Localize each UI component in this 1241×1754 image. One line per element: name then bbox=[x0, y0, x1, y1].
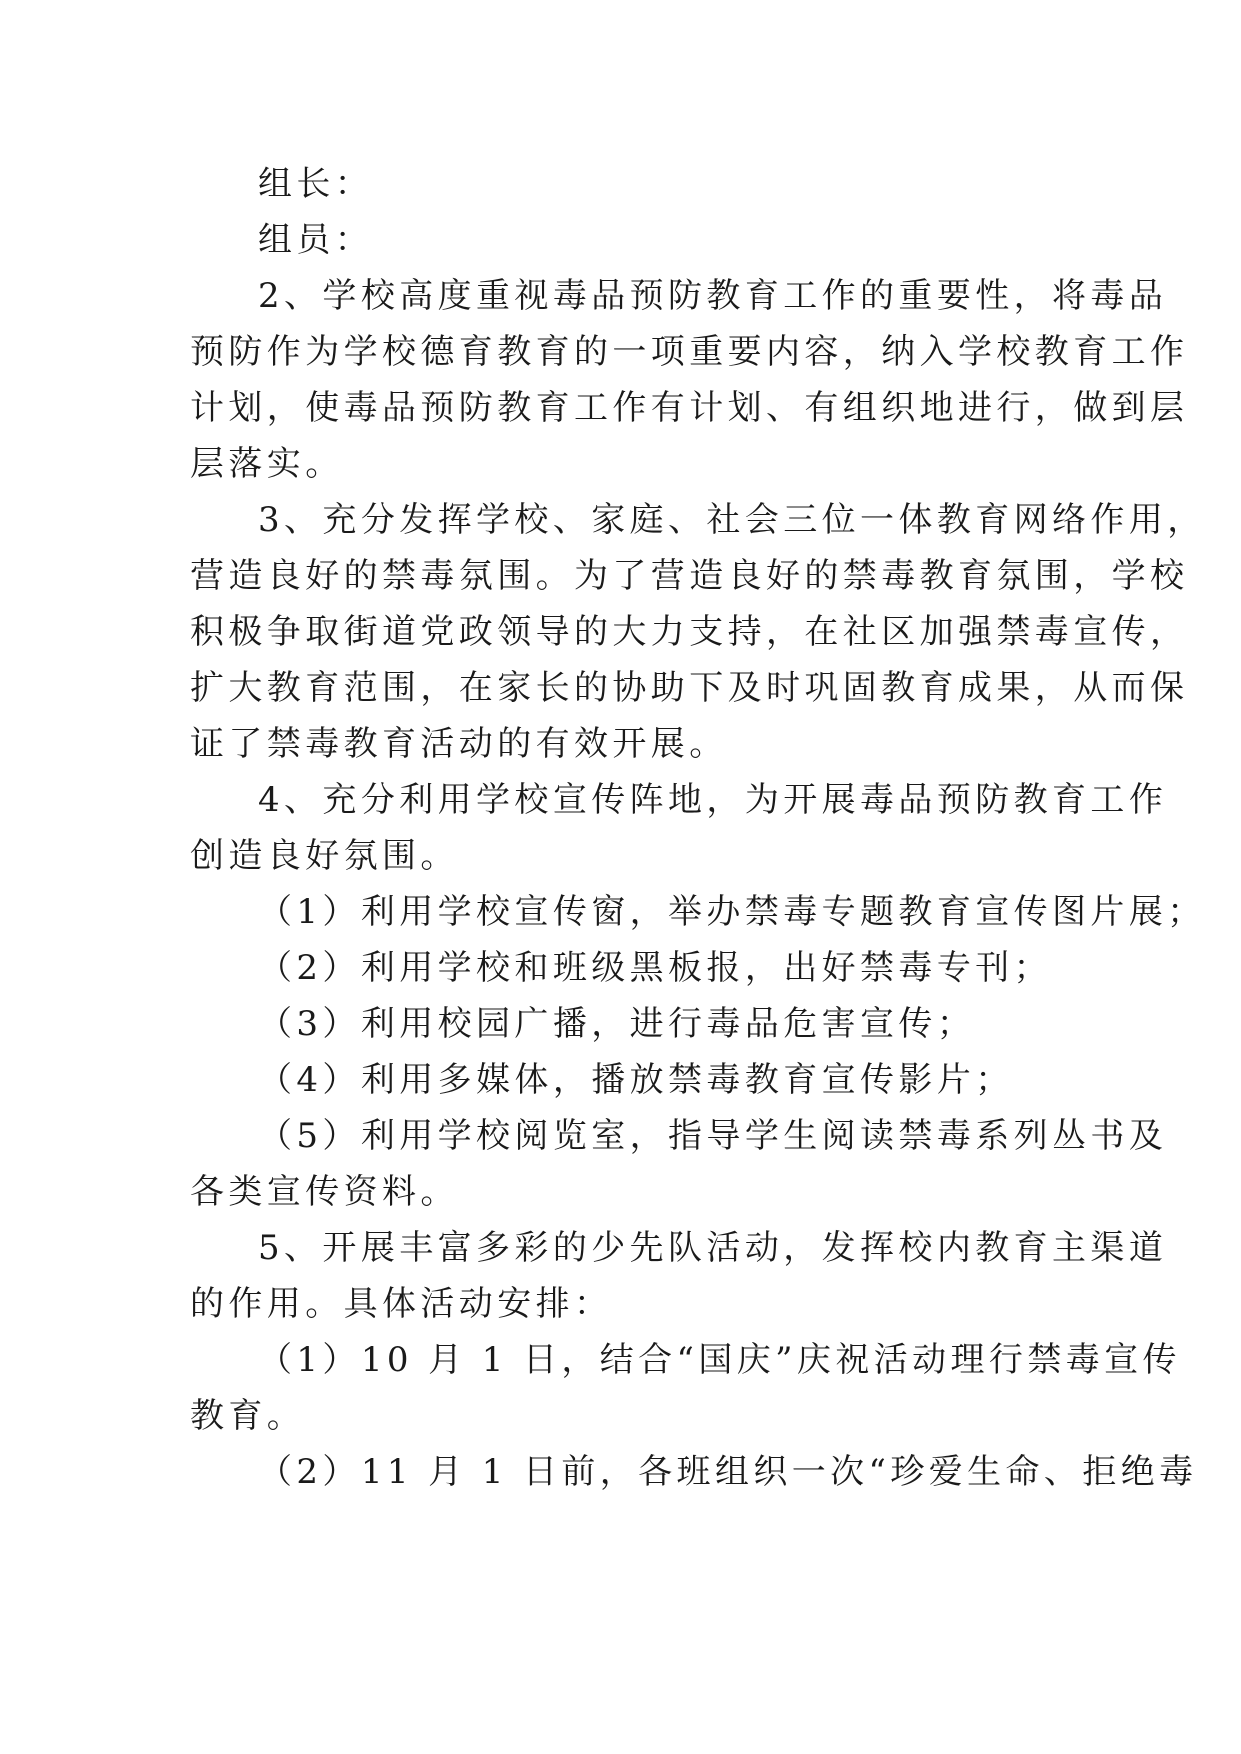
text-line: （1）利用学校宣传窗，举办禁毒专题教育宣传图片展； bbox=[258, 892, 1206, 932]
text-line: （5）利用学校阅览室，指导学生阅读禁毒系列丛书及 bbox=[258, 1116, 1168, 1156]
text-line: 创造良好氛围。 bbox=[190, 836, 459, 876]
text-line: 2、学校高度重视毒品预防教育工作的重要性，将毒品 bbox=[258, 276, 1168, 316]
text-line: 4、充分利用学校宣传阵地，为开展毒品预防教育工作 bbox=[258, 780, 1168, 820]
text-line: 5、开展丰富多彩的少先队活动，发挥校内教育主渠道 bbox=[258, 1228, 1168, 1268]
text-line: 层落实。 bbox=[190, 444, 344, 484]
text-line: 的作用。具体活动安排： bbox=[190, 1284, 613, 1324]
text-line: （2）利用学校和班级黑板报，出好禁毒专刊； bbox=[258, 948, 1053, 988]
text-line: 证了禁毒教育活动的有效开展。 bbox=[190, 724, 728, 764]
text-line: 组长： bbox=[258, 164, 374, 204]
text-line: 积极争取街道党政领导的大力支持，在社区加强禁毒宣传， bbox=[190, 612, 1189, 652]
text-line: 各类宣传资料。 bbox=[190, 1172, 459, 1212]
text-line: （3）利用校园广播，进行毒品危害宣传； bbox=[258, 1004, 976, 1044]
text-line: 预防作为学校德育教育的一项重要内容，纳入学校教育工作 bbox=[190, 332, 1189, 372]
text-line: （2）11 月 1 日前，各班组织一次“珍爱生命、拒绝毒 bbox=[258, 1452, 1198, 1492]
text-line: （4）利用多媒体，播放禁毒教育宣传影片； bbox=[258, 1060, 1014, 1100]
text-line: （1）10 月 1 日，结合“国庆”庆祝活动理行禁毒宣传 bbox=[258, 1340, 1181, 1380]
text-line: 组员： bbox=[258, 220, 374, 260]
text-line: 教育。 bbox=[190, 1396, 306, 1436]
text-line: 营造良好的禁毒氛围。为了营造良好的禁毒教育氛围，学校 bbox=[190, 556, 1189, 596]
text-line: 扩大教育范围，在家长的协助下及时巩固教育成果，从而保 bbox=[190, 668, 1189, 708]
text-line: 计划，使毒品预防教育工作有计划、有组织地进行，做到层 bbox=[190, 388, 1189, 428]
text-line: 3、充分发挥学校、家庭、社会三位一体教育网络作用， bbox=[258, 500, 1206, 540]
